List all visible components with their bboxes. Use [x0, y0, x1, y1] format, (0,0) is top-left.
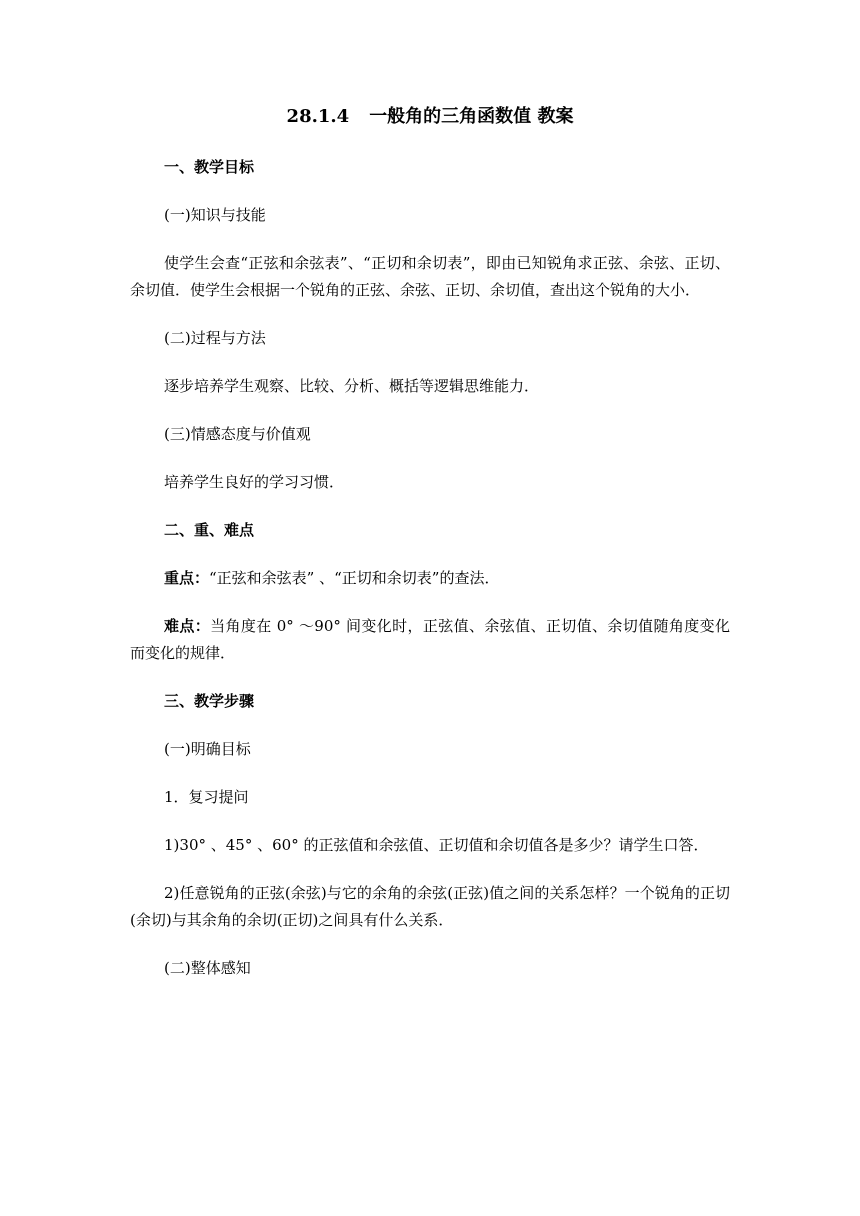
paragraph-question-2: 2)任意锐角的正弦(余弦)与它的余角的余弦(正弦)值之间的关系怎样？一个锐角的正切(余切)与其余角的余切(正切)之间具有什么关系． — [130, 884, 730, 929]
subheading-overall-perception: (二)整体感知 — [164, 959, 251, 977]
title-number: 28.1.4 — [286, 106, 350, 127]
document-title — [0, 104, 860, 130]
document-body — [130, 154, 730, 1003]
paragraph-difficult-point — [130, 613, 730, 667]
paragraph-knowledge-skills: 使学生会查“正弦和余弦表”、“正切和余切表”，即由已知锐角求正弦、余弦、正切、余切值．使学生会根据一个锐角的正弦、余弦、正切、余切值，查出这个锐角的大小． — [130, 254, 730, 299]
subheading-knowledge-skills: (一)知识与技能 — [164, 206, 266, 224]
title-text: 一般角的三角函数值 教案 — [369, 106, 574, 127]
difficult-point-label: 难点： — [164, 617, 211, 635]
section-heading-objectives: 一、教学目标 — [164, 158, 255, 176]
section-heading-key-points: 二、重、难点 — [164, 521, 255, 539]
section-heading-steps: 三、教学步骤 — [164, 692, 255, 710]
subheading-attitude-values: (三)情感态度与价值观 — [164, 425, 311, 443]
paragraph-key-point — [130, 565, 730, 592]
subheading-clear-goals: (一)明确目标 — [164, 740, 251, 758]
difficult-point-text: 当角度在 0° ～90° 间变化时，正弦值、余弦值、正切值、余切值随角度变化而变化的规律． — [130, 617, 730, 662]
paragraph-attitude-values: 培养学生良好的学习习惯． — [164, 473, 345, 491]
key-point-text: “正弦和余弦表” 、“正切和余切表”的查法． — [209, 569, 500, 587]
subheading-process-method: (二)过程与方法 — [164, 329, 266, 347]
paragraph-question-1: 1)30° 、45° 、60° 的正弦值和余弦值、正切值和余切值各是多少？请学生口答． — [164, 836, 709, 854]
key-point-label: 重点： — [164, 569, 210, 587]
paragraph-review-questions: 1．复习提问 — [164, 788, 249, 806]
paragraph-process-method: 逐步培养学生观察、比较、分析、概括等逻辑思维能力． — [164, 377, 540, 395]
